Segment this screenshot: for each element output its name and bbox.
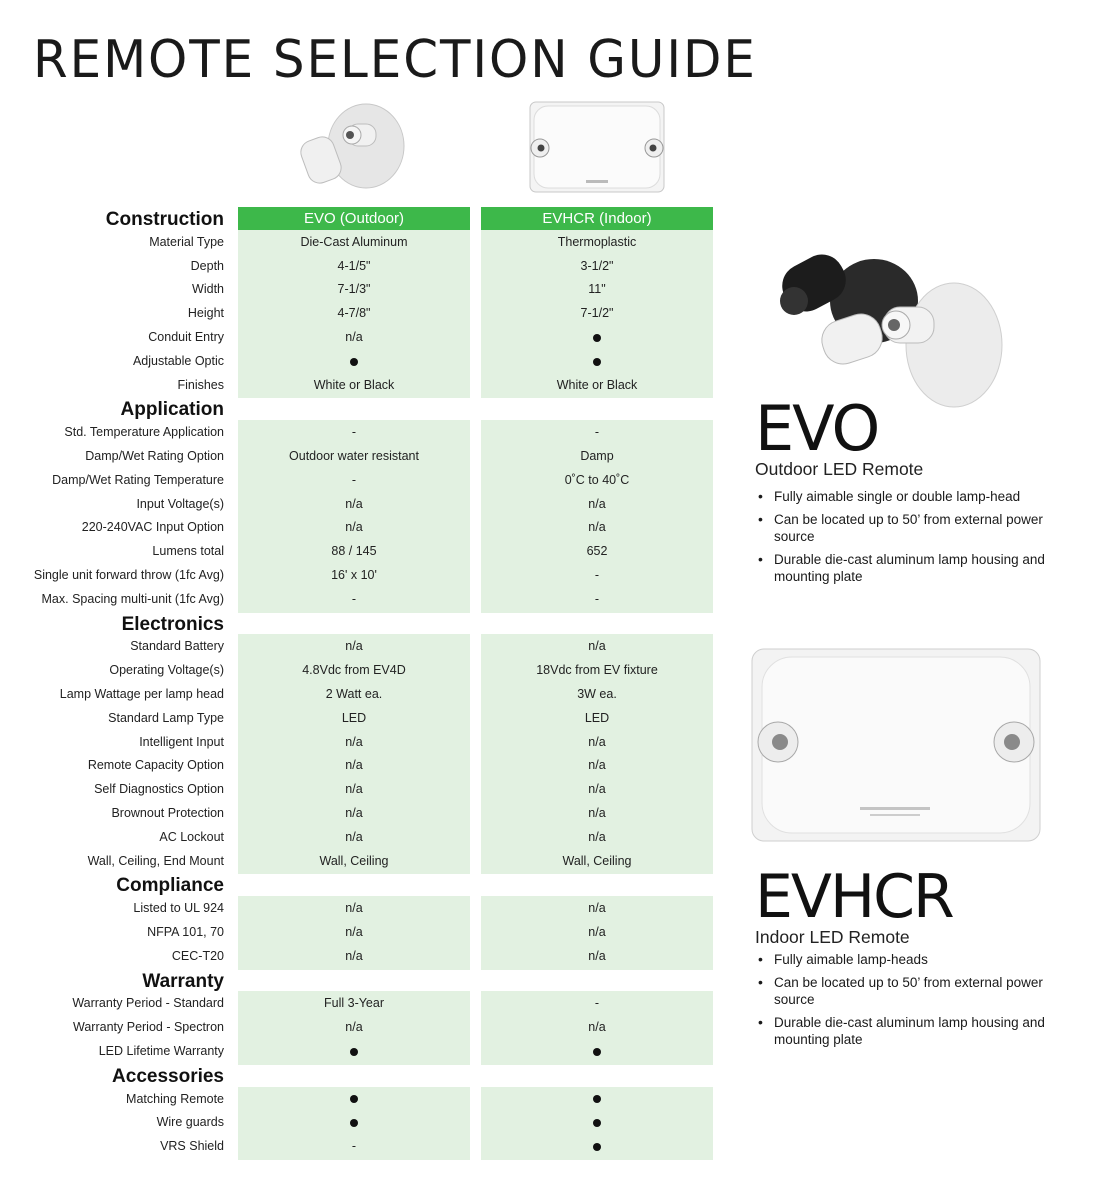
table-cell: n/a	[588, 758, 606, 773]
table-cell: -	[594, 591, 600, 606]
evhcr-feature-item: • Fully aimable lamp-heads	[756, 951, 1056, 968]
evo-product-subtitle: Outdoor LED Remote	[755, 459, 924, 479]
table-cell: LED	[584, 710, 610, 725]
table-cell: n/a	[588, 520, 606, 535]
evo-feature-list	[756, 488, 1056, 591]
table-cell: 0˚C to 40˚C	[564, 472, 630, 487]
table-cell: White or Black	[313, 377, 395, 392]
table-cell: -	[351, 591, 357, 606]
row-label: Operating Voltage(s)	[109, 663, 224, 678]
table-cell: n/a	[345, 925, 363, 939]
row-label: Conduit Entry	[148, 330, 224, 344]
table-cell: n/a	[345, 520, 363, 535]
table-cell: n/a	[345, 782, 363, 797]
row-label: Intelligent Input	[139, 734, 224, 749]
section-heading: Electronics	[121, 613, 224, 635]
table-cell: Outdoor water resistant	[289, 449, 419, 463]
evo-feature-item: • Fully aimable single or double lamp-head	[756, 488, 1056, 505]
table-cell: Thermoplastic	[557, 234, 637, 249]
table-cell: -	[351, 425, 357, 440]
table-cell: 7-1/3"	[337, 282, 371, 297]
row-label: Self Diagnostics Option	[94, 782, 224, 797]
row-label: NFPA 101, 70	[147, 925, 224, 939]
row-label: Standard Lamp Type	[108, 710, 224, 725]
page-title: REMOTE SELECTION GUIDE	[33, 30, 757, 90]
row-label: Wall, Ceiling, End Mount	[87, 853, 224, 868]
table-cell: n/a	[588, 948, 606, 963]
row-label: Height	[187, 306, 224, 321]
table-cell: n/a	[588, 829, 606, 844]
table-cell: n/a	[588, 496, 606, 511]
table-cell: -	[594, 568, 600, 582]
row-label: LED Lifetime Warranty	[98, 1044, 224, 1058]
section-heading: Compliance	[116, 875, 224, 897]
table-cell	[481, 1111, 713, 1134]
row-label: AC Lockout	[159, 829, 224, 844]
evhcr-feature-item: • Can be located up to 50’ from external power source	[756, 974, 1056, 1008]
row-label: VRS Shield	[160, 1139, 224, 1154]
table-cell: 7-1/2"	[580, 306, 614, 321]
table-cell: n/a	[588, 782, 606, 797]
section-heading: Accessories	[112, 1065, 224, 1087]
check-dot-icon	[593, 334, 601, 342]
table-cell: n/a	[588, 1020, 606, 1035]
table-cell: Die-Cast Aluminum	[300, 234, 408, 249]
row-label: Warranty Period - Spectron	[73, 1020, 224, 1035]
evhcr-feature-item: • Durable die-cast aluminum lamp housing and mounting plate	[756, 1014, 1056, 1048]
row-label: Depth	[190, 258, 224, 273]
row-label: Standard Battery	[130, 639, 224, 654]
table-cell: 4-7/8"	[337, 306, 371, 321]
table-cell: Wall, Ceiling	[319, 853, 389, 868]
table-cell: n/a	[588, 925, 606, 939]
row-label: Matching Remote	[126, 1091, 224, 1106]
row-label: Listed to UL 924	[133, 901, 224, 916]
table-cell: n/a	[345, 901, 363, 916]
table-cell	[481, 1135, 713, 1158]
table-cell: n/a	[345, 639, 363, 654]
table-cell: n/a	[345, 806, 363, 820]
table-cell: -	[594, 996, 600, 1011]
table-cell: 18Vdc from EV fixture	[536, 663, 658, 678]
table-cell: 11"	[588, 282, 606, 297]
table-cell: n/a	[588, 639, 606, 654]
table-cell: 3-1/2"	[580, 258, 614, 273]
column-header: EVO (Outdoor)	[238, 207, 470, 230]
table-cell: 16' x 10'	[331, 568, 377, 582]
check-dot-icon	[593, 1095, 601, 1103]
table-cell: -	[351, 472, 357, 487]
table-cell	[238, 1088, 470, 1111]
table-cell: n/a	[588, 901, 606, 916]
table-cell: 4-1/5"	[337, 258, 371, 273]
row-label: Lumens total	[152, 544, 224, 559]
row-label: Remote Capacity Option	[87, 758, 224, 773]
table-cell: 652	[586, 544, 608, 559]
section-heading: Warranty	[142, 970, 224, 992]
check-dot-icon	[593, 1143, 601, 1151]
table-cell	[238, 1040, 470, 1063]
row-label: Max. Spacing multi-unit (1fc Avg)	[41, 591, 224, 606]
table-cell: n/a	[345, 758, 363, 773]
row-label: Finishes	[177, 377, 224, 392]
table-cell: Wall, Ceiling	[562, 853, 632, 868]
table-cell: n/a	[345, 829, 363, 844]
check-dot-icon	[593, 358, 601, 366]
row-label: Wire guards	[156, 1115, 224, 1130]
check-dot-icon	[593, 1119, 601, 1127]
table-cell: n/a	[588, 806, 606, 820]
check-dot-icon	[350, 1119, 358, 1127]
check-dot-icon	[350, 1048, 358, 1056]
section-heading: Construction	[105, 209, 224, 230]
evo-feature-item: • Can be located up to 50’ from external power source	[756, 511, 1056, 545]
table-cell	[481, 326, 713, 349]
table-cell: 4.8Vdc from EV4D	[302, 663, 406, 678]
evo-large-image	[774, 245, 1004, 415]
table-cell: Full 3-Year	[324, 996, 384, 1011]
table-cell: -	[351, 1139, 357, 1154]
table-cell: 3W ea.	[577, 687, 617, 701]
table-cell	[481, 350, 713, 373]
table-cell: n/a	[345, 1020, 363, 1035]
check-dot-icon	[350, 1095, 358, 1103]
row-label: Adjustable Optic	[132, 353, 224, 368]
row-label: Width	[192, 282, 224, 297]
row-label: Single unit forward throw (1fc Avg)	[33, 568, 224, 582]
row-label: Warranty Period - Standard	[72, 996, 224, 1011]
section-heading: Application	[120, 399, 224, 421]
table-cell	[238, 1111, 470, 1134]
table-cell	[481, 1088, 713, 1111]
table-cell: n/a	[345, 734, 363, 749]
table-cell: n/a	[345, 496, 363, 511]
table-cell: -	[594, 425, 600, 440]
evhcr-large-image	[750, 647, 1042, 843]
evhcr-small-image	[528, 100, 666, 194]
check-dot-icon	[350, 358, 358, 366]
row-label: Material Type	[149, 234, 224, 249]
evhcr-product-name: EVHCR	[755, 862, 953, 932]
evo-feature-item: • Durable die-cast aluminum lamp housing and mounting plate	[756, 551, 1056, 585]
table-cell: n/a	[345, 948, 363, 963]
table-cell	[481, 1040, 713, 1063]
column-header: EVHCR (Indoor)	[481, 207, 713, 230]
evo-product-name: EVO	[755, 392, 879, 465]
table-cell: LED	[341, 710, 367, 725]
table-cell: Damp	[580, 449, 614, 463]
table-cell	[238, 350, 470, 373]
row-label: Input Voltage(s)	[136, 496, 224, 511]
table-cell: n/a	[345, 330, 363, 344]
row-label: CEC-T20	[171, 948, 224, 963]
row-label: Damp/Wet Rating Temperature	[52, 472, 224, 487]
table-cell: White or Black	[556, 377, 638, 392]
table-cell: n/a	[588, 734, 606, 749]
table-cell: 2 Watt ea.	[325, 687, 383, 701]
row-label: 220-240VAC Input Option	[81, 520, 224, 535]
row-label: Std. Temperature Application	[64, 425, 224, 440]
check-dot-icon	[593, 1048, 601, 1056]
evhcr-feature-list	[756, 951, 1056, 1054]
evhcr-product-subtitle: Indoor LED Remote	[755, 927, 910, 947]
row-label: Brownout Protection	[111, 806, 224, 820]
row-label: Damp/Wet Rating Option	[85, 449, 224, 463]
evo-small-image	[296, 102, 406, 194]
table-cell: 88 / 145	[331, 544, 377, 559]
row-label: Lamp Wattage per lamp head	[59, 687, 224, 701]
